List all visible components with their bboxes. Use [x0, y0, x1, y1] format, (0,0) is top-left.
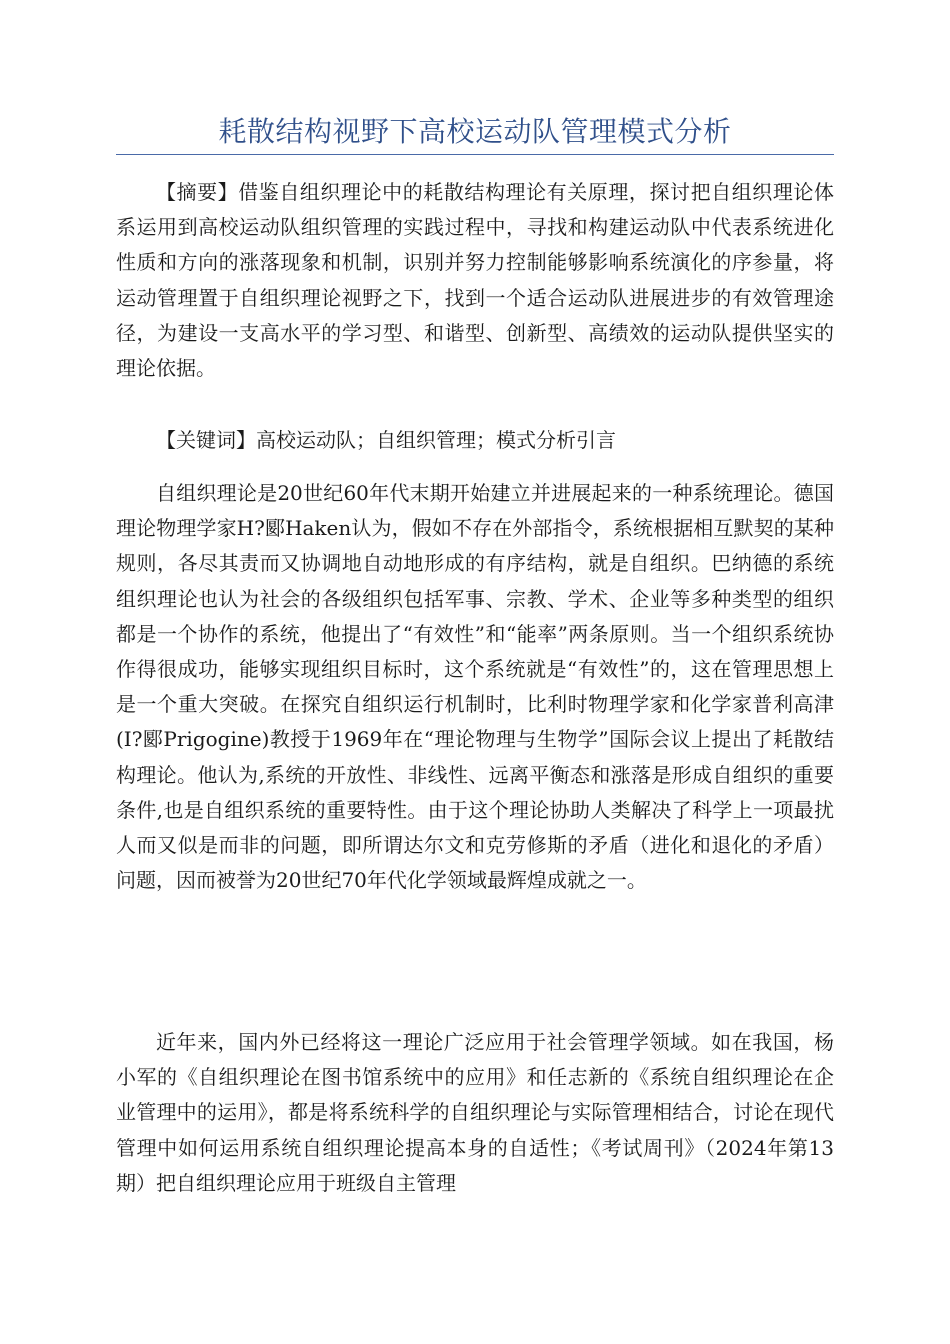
keywords-paragraph: 【关键词】高校运动队；自组织管理；模式分析引言 [156, 428, 616, 452]
body-paragraph-1: 自组织理论是20世纪60年代末期开始建立并进展起来的一种系统理论。德国理论物理学家H?郾Haken认为，假如不存在外部指令，系统根据相互默契的某种规则，各尽其责而又协调地自动地形成的有序结构，就是自组织。巴纳德的系统组织理论也认为社会的各级组织包括军事、宗教、学术、企业等多种类型的组织都是一个协作的系统，他提出了“有效性”和“能率”两条原则。当一个组织系统协作得很成功，能够实现组织目标时，这个系统就是“有效性”的，这在管理思想上是一个重大突破。在探究自组织运行机制时，比利时物理学家和化学家普利高津(I?郾Prigogine)教授于1969年在“理论物理与生物学”国际会议上提出了耗散结构理论。他认为,系统的开放性、非线性、远离平衡态和涨落是形成自组织的重要条件,也是自组织系统的重要特性。由于这个理论协助人类解决了科学上一项最扰人而又似是而非的问题，即所谓达尔文和克劳修斯的矛盾（进化和退化的矛盾）问题，因而被誉为20世纪70年代化学领域最辉煌成就之一。 [116, 481, 834, 893]
document-title: 耗散结构视野下高校运动队管理模式分析 [218, 115, 732, 148]
body-paragraph-2: 近年来，国内外已经将这一理论广泛应用于社会管理学领域。如在我国，杨小军的《自组织理论在图书馆系统中的应用》和任志新的《系统自组织理论在企业管理中的运用》，都是将系统科学的自组织理论与实际管理相结合，讨论在现代管理中如何运用系统自组织理论提高本身的自适性；《考试周刊》（2024年第13期）把自组织理论应用于班级自主管理 [116, 1030, 834, 1195]
abstract-paragraph: 【摘要】借鉴自组织理论中的耗散结构理论有关原理，探讨把自组织理论体系运用到高校运动队组织管理的实践过程中，寻找和构建运动队中代表系统进化性质和方向的涨落现象和机制，识别并努力控制能够影响系统演化的序参量，将运动管理置于自组织理论视野之下，找到一个适合运动队进展进步的有效管理途径，为建设一支高水平的学习型、和谐型、创新型、高绩效的运动队提供坚实的理论依据。 [116, 180, 834, 381]
title-underline [116, 154, 834, 155]
